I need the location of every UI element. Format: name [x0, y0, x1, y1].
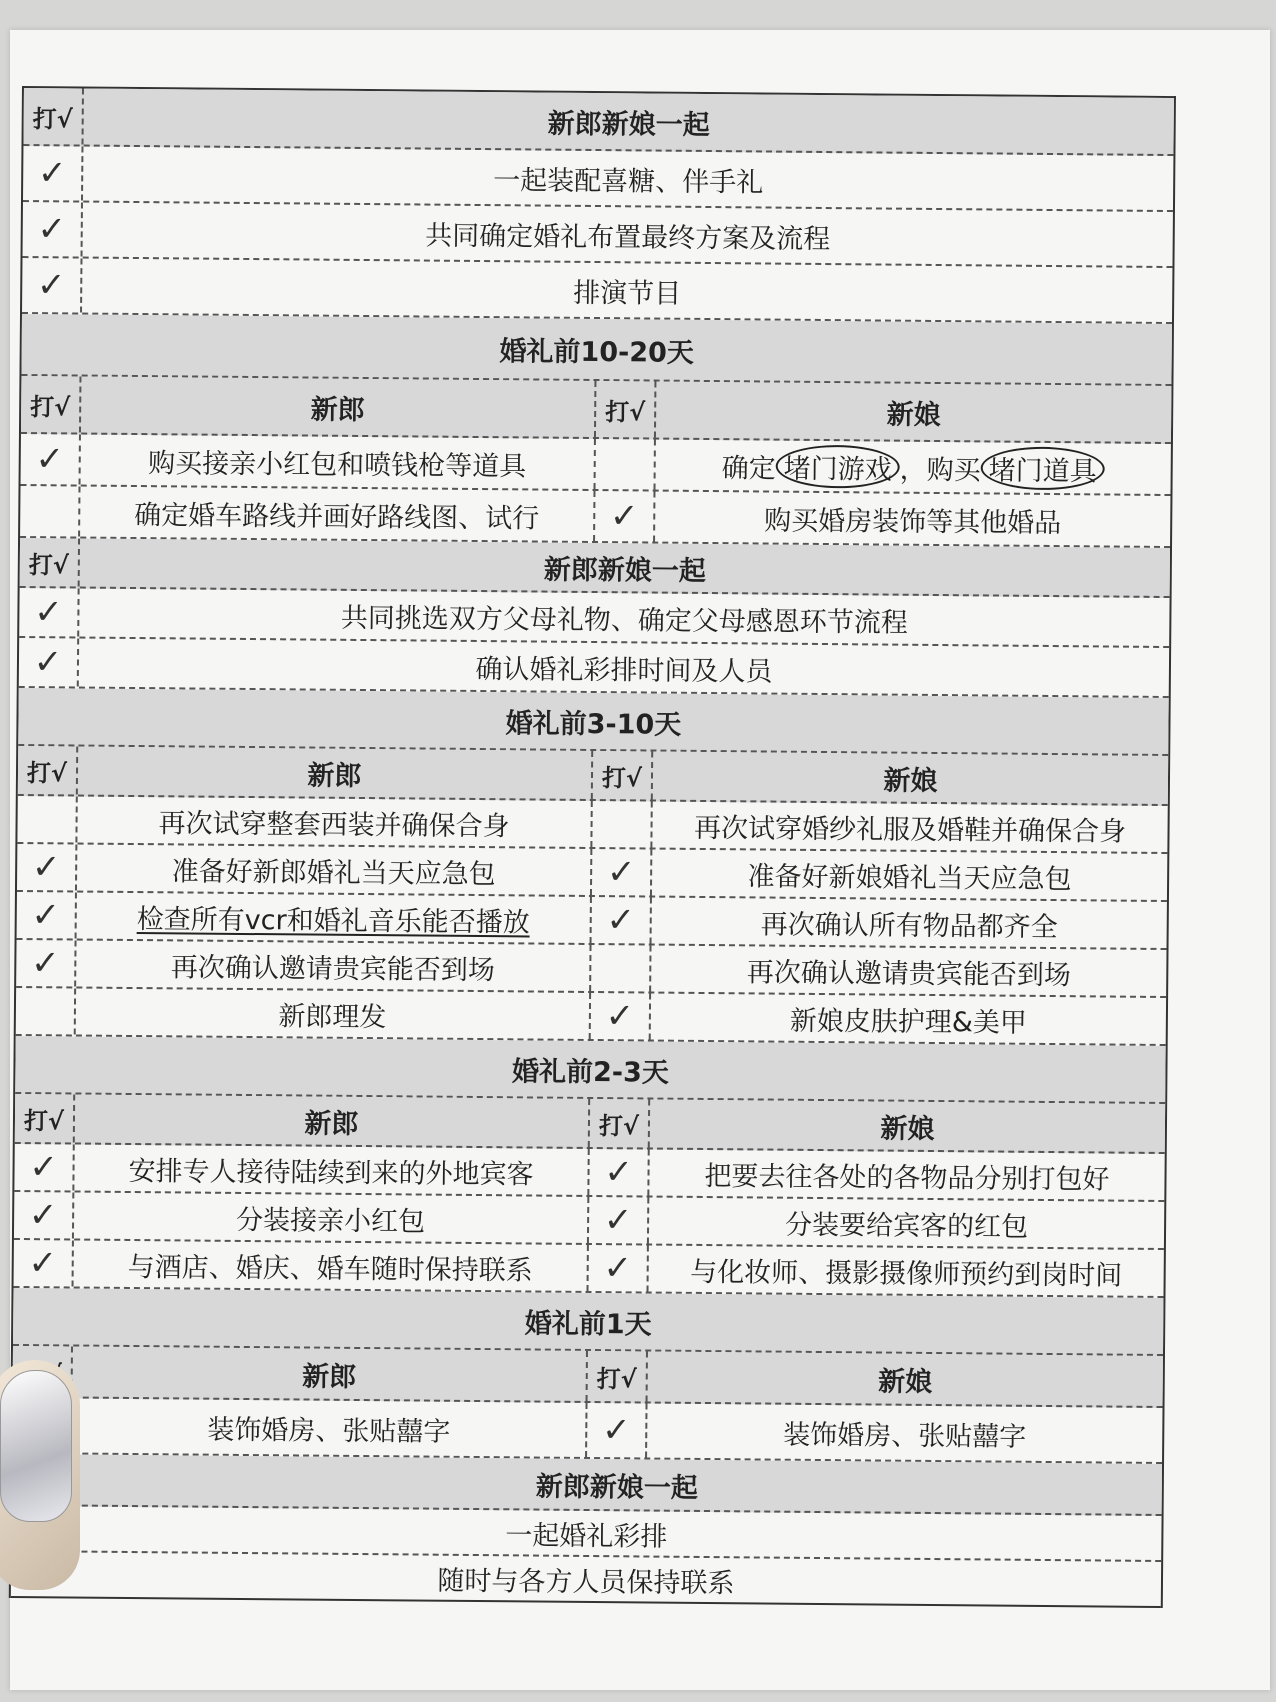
bride-column-label: 新娘 [883, 765, 938, 797]
bride-column-label: 新娘 [880, 1113, 935, 1145]
section5-title-row [13, 1288, 1163, 1356]
groom-task: 安排专人接待陆续到来的外地宾客 [74, 1145, 589, 1195]
wedding-checklist-table [9, 86, 1176, 1608]
bride-check-label: 打√ [593, 751, 653, 800]
check-mark[interactable]: ✓ [17, 844, 77, 891]
circled-text: 堵门道具 [981, 446, 1105, 490]
paper-sheet [10, 30, 1270, 1690]
check-mark[interactable] [591, 945, 651, 992]
section2-title-row [21, 314, 1171, 386]
section2-title: 婚礼前10-20天 [499, 335, 695, 369]
table-row [11, 1552, 1161, 1608]
check-mark[interactable]: ✓ [19, 588, 79, 637]
groom-column-label: 新郎 [81, 377, 596, 437]
bride-task: 与化妆师、摄影摄像师预约到岗时间 [690, 1256, 1123, 1292]
table-row [12, 1398, 1162, 1464]
bride-column-label: 新娘 [878, 1366, 933, 1398]
task-text: 一起婚礼彩排 [505, 1519, 668, 1553]
groom-task: 购买接亲小红包和喷钱枪等道具 [81, 435, 596, 489]
task-text: 共同确定婚礼布置最终方案及流程 [425, 220, 831, 255]
task-text: 一起装配喜糖、伴手礼 [493, 164, 764, 198]
check-mark[interactable]: ✓ [14, 1240, 74, 1287]
check-mark[interactable]: ✓ [591, 993, 651, 1040]
bride-check-label: 打√ [590, 1099, 650, 1148]
check-mark[interactable]: ✓ [592, 849, 652, 896]
groom-task: 再次试穿整套西装并确保合身 [77, 797, 592, 847]
joint-title: 新郎新娘一起 [535, 1471, 698, 1504]
groom-task: 分装接亲小红包 [74, 1192, 589, 1242]
check-mark[interactable]: ✓ [14, 1144, 74, 1191]
check-mark[interactable]: ✓ [22, 258, 82, 313]
check-mark[interactable] [17, 796, 77, 843]
groom-task: 再次确认邀请贵宾能否到场 [76, 941, 591, 991]
groom-check-label: 打√ [15, 1094, 75, 1143]
bride-task: 分装要给宾客的红包 [784, 1209, 1029, 1243]
check-mark[interactable] [596, 439, 656, 490]
groom-column-label: 新郎 [78, 747, 593, 799]
task-text: 确认婚礼彩排时间及人员 [475, 653, 773, 688]
section4-title-row [15, 1036, 1165, 1104]
check-mark[interactable]: ✓ [17, 892, 77, 939]
check-mark[interactable]: ✓ [589, 1149, 649, 1196]
task-text: 共同挑选双方父母礼物、确定父母感恩环节流程 [340, 602, 908, 639]
check-mark[interactable] [20, 486, 80, 537]
check-mark[interactable]: ✓ [589, 1245, 649, 1292]
section2-header-row [21, 376, 1171, 444]
bride-column-label: 新娘 [886, 399, 941, 431]
joint-title: 新郎新娘一起 [543, 554, 706, 587]
check-mark[interactable]: ✓ [587, 1403, 647, 1458]
bride-task: 再次确认所有物品都齐全 [760, 908, 1058, 943]
check-mark[interactable]: ✓ [592, 897, 652, 944]
check-mark[interactable]: ✓ [23, 202, 83, 257]
check-mark[interactable]: ✓ [589, 1197, 649, 1244]
bride-task: 再次试穿婚纱礼服及婚鞋并确保合身 [693, 812, 1127, 848]
section1-header-row [23, 88, 1173, 156]
groom-task: 装饰婚房、张贴囍字 [72, 1398, 587, 1456]
groom-task: 检查所有vcr和婚礼音乐能否播放 [77, 893, 592, 943]
bride-check-label: 打√ [596, 381, 656, 438]
check-mark[interactable]: ✓ [595, 491, 655, 542]
bride-task: 购买婚房装饰等其他婚品 [764, 504, 1062, 539]
section3-title-row [18, 688, 1168, 756]
groom-column-label: 新郎 [73, 1346, 588, 1400]
bride-task: 新娘皮肤护理&美甲 [789, 1005, 1028, 1039]
table-row [22, 258, 1172, 324]
groom-column-label: 新郎 [75, 1095, 590, 1147]
groom-task: 准备好新郎婚礼当天应急包 [77, 845, 592, 895]
bride-task-part: 确定 [721, 452, 776, 485]
bride-task: 再次确认邀请贵宾能否到场 [746, 956, 1071, 991]
bride-task: 准备好新娘婚礼当天应急包 [747, 860, 1072, 895]
section3-title: 婚礼前3-10天 [505, 707, 682, 741]
check-mark[interactable] [592, 801, 652, 848]
fingernail-image [0, 1370, 72, 1522]
task-text: 随时与各方人员保持联系 [437, 1565, 735, 1599]
table-row [22, 202, 1172, 268]
groom-task: 与酒店、婚庆、婚车随时保持联系 [74, 1240, 589, 1290]
check-mark[interactable] [16, 988, 76, 1035]
bride-task-part: ，购买 [899, 454, 981, 486]
check-mark[interactable]: ✓ [21, 434, 81, 485]
section1-title: 新郎新娘一起 [547, 108, 710, 141]
section5-title: 婚礼前1天 [524, 1307, 652, 1341]
bride-task [656, 440, 1171, 494]
check-column-label: 打√ [20, 538, 80, 587]
groom-task: 新郎理发 [76, 989, 591, 1039]
check-mark[interactable]: ✓ [16, 940, 76, 987]
groom-task: 确定婚车路线并画好路线图、试行 [80, 487, 595, 541]
check-mark[interactable]: ✓ [23, 146, 83, 201]
bride-task: 把要去往各处的各物品分别打包好 [704, 1160, 1110, 1196]
groom-check-label: 打√ [18, 746, 78, 795]
check-column-label: 打√ [23, 88, 83, 145]
check-mark[interactable]: ✓ [14, 1192, 74, 1239]
section4-title: 婚礼前2-3天 [511, 1055, 669, 1089]
check-mark[interactable]: ✓ [19, 638, 79, 687]
bride-task: 装饰婚房、张贴囍字 [783, 1419, 1027, 1453]
bride-check-label: 打√ [588, 1351, 648, 1402]
circled-text: 堵门游戏 [776, 444, 900, 488]
groom-check-label: 打√ [21, 376, 81, 433]
table-row [23, 146, 1173, 212]
task-text: 排演节目 [573, 277, 682, 310]
